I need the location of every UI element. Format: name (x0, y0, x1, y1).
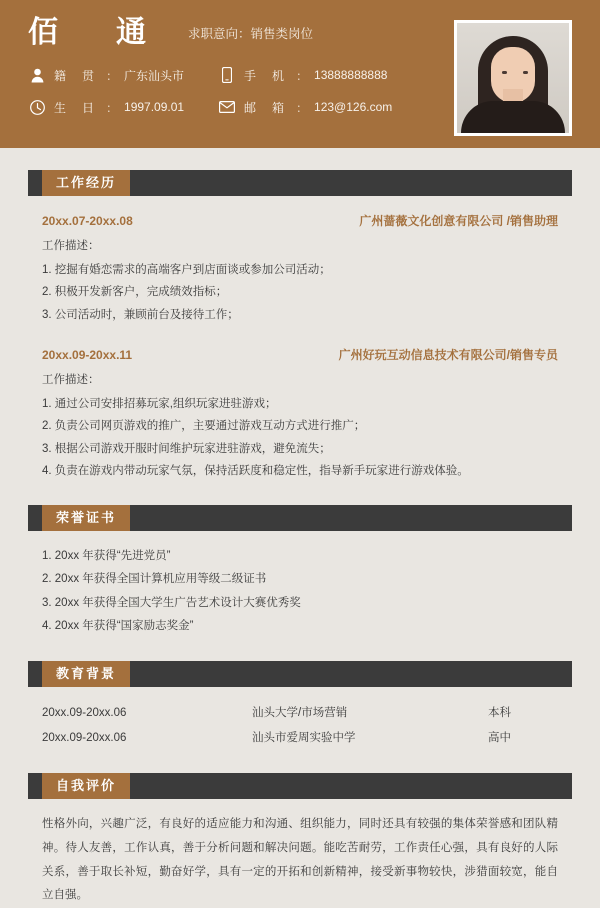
info-value: 1997.09.01 (124, 100, 185, 114)
experience-entry (42, 210, 558, 326)
education-school: 汕头大学/市场营销 (252, 706, 348, 719)
section-bar (28, 170, 572, 196)
header-left (28, 18, 454, 136)
experience-entry (42, 344, 558, 483)
job-description-label: 工作描述： (42, 240, 100, 253)
info-item-birthday (28, 98, 218, 116)
info-value: 13888888888 (314, 68, 388, 82)
list-item: 2. 20xx 年获得全国计算机应用等级二级证书 (42, 573, 267, 586)
section-evaluation (28, 773, 572, 907)
section-honors (28, 505, 572, 639)
contact-info-grid (28, 66, 454, 116)
phone-icon (218, 66, 236, 84)
education-date: 20xx.09-20xx.06 (42, 732, 127, 745)
list-item: 3. 20xx 年获得全国大学生广告艺术设计大赛优秀奖 (42, 596, 301, 609)
info-item-phone (218, 66, 454, 84)
avatar (454, 20, 572, 136)
info-item-hometown (28, 66, 218, 84)
job-description-label: 工作描述： (42, 374, 100, 387)
education-date: 20xx.09-20xx.06 (42, 706, 127, 719)
list-item: 1. 通过公司安排招募玩家,组织玩家进驻游戏； (42, 397, 277, 410)
section-body-experience (28, 196, 572, 483)
clock-icon (28, 98, 46, 116)
name-row (28, 18, 454, 48)
education-school: 汕头市爱周实验中学 (252, 732, 356, 745)
list-item: 3. 公司活动时，兼顾前台及接待工作； (42, 308, 239, 321)
job-date: 20xx.07-20xx.08 (42, 214, 133, 228)
section-bar (28, 773, 572, 799)
job-objective: 求职意向：销售类岗位 (188, 27, 314, 41)
resume-body (0, 170, 600, 908)
section-title-evaluation: 自我评价 (42, 773, 130, 799)
resume-header (0, 0, 600, 148)
info-label: 籍 贯 (54, 68, 97, 83)
info-sep: ： (106, 100, 119, 115)
section-body-education (28, 687, 572, 752)
page-title: 佰 通 (28, 16, 160, 49)
info-sep: ： (296, 68, 309, 83)
list-item: 4. 负责在游戏内带动玩家气氛，保持活跃度和稳定性，指导新手玩家进行游戏体验。 (42, 465, 469, 478)
person-icon (28, 66, 46, 84)
section-bar (28, 661, 572, 687)
job-duty-list (42, 259, 558, 326)
info-value: 广东汕头市 (124, 68, 185, 83)
info-sep: ： (296, 100, 309, 115)
list-item: 2. 负责公司网页游戏的推广，主要通过游戏互动方式进行推广； (42, 420, 366, 433)
spacer (42, 326, 558, 344)
section-title-education: 教育背景 (42, 661, 130, 687)
list-item: 1. 20xx 年获得“先进党员” (42, 549, 171, 562)
info-sep: ： (106, 68, 119, 83)
list-item: 2. 积极开发新客户，完成绩效指标； (42, 286, 228, 299)
info-label: 生 日 (54, 100, 97, 115)
evaluation-text: 性格外向，兴趣广泛，有良好的适应能力和沟通、组织能力，同时还具有较强的集体荣誉感和团队精神。待人友善，工作认真，善于分析问题和解决问题。能吃苦耐劳，工作责任心强，具有良好的人际关系，善于取长补短，勤奋好学，具有一定的开拓和创新精神，接受新事物较快，涉猎面较宽，能自立自强。 (42, 818, 558, 902)
mail-icon (218, 98, 236, 116)
list-item: 1. 挖掘有婚恋需求的高端客户到店面谈或参加公司活动； (42, 263, 331, 276)
info-label: 邮 箱 (244, 100, 287, 115)
table-row (42, 726, 558, 751)
job-duty-list (42, 393, 558, 483)
table-row (42, 701, 558, 726)
section-body-honors (28, 531, 572, 639)
job-organization: 广州好玩互动信息技术有限公司/销售专员 (338, 348, 558, 363)
job-date: 20xx.09-20xx.11 (42, 348, 133, 363)
info-value: 123@126.com (314, 100, 393, 114)
section-title-honors: 荣誉证书 (42, 505, 130, 531)
education-degree: 本科 (488, 706, 511, 719)
section-experience (28, 170, 572, 483)
info-label: 手 机 (244, 68, 287, 83)
section-body-evaluation (28, 799, 572, 907)
info-item-email (218, 98, 454, 116)
section-education (28, 661, 572, 752)
section-title-experience: 工作经历 (42, 170, 130, 196)
education-degree: 高中 (488, 732, 511, 745)
job-organization: 广州蔷薇文化创意有限公司 /销售助理 (359, 214, 558, 228)
list-item: 4. 20xx 年获得“国家励志奖金” (42, 620, 194, 633)
list-item: 3. 根据公司游戏开服时间维护玩家进驻游戏，避免流失； (42, 442, 331, 455)
section-bar (28, 505, 572, 531)
